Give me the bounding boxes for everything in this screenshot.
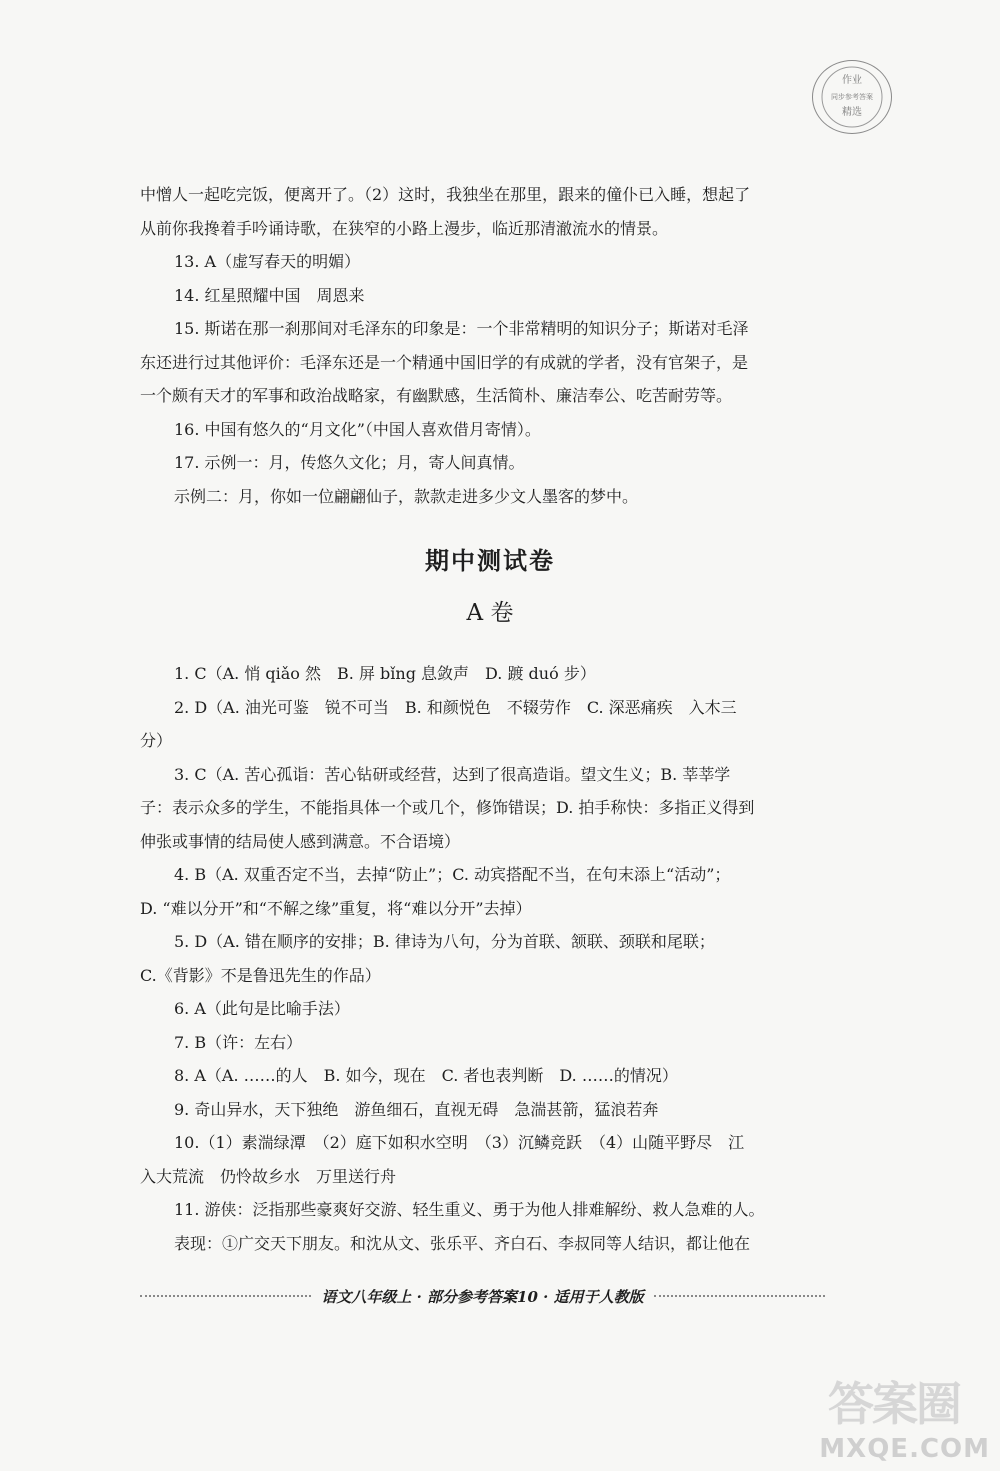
section-title: 期中测试卷 bbox=[425, 547, 555, 575]
answer-line: 示例二：月，你如一位翩翩仙子，款款走进多少文人墨客的梦中。 bbox=[174, 486, 639, 506]
text-line: 一个颇有天才的军事和政治战略家，有幽默感，生活简朴、廉洁奉公、吃苦耐劳等。 bbox=[140, 386, 733, 405]
svg-text:作业: 作业 bbox=[842, 75, 862, 86]
text-line: 子：表示众多的学生，不能指具体一个或几个，修饰错误；D. 拍手称快：多指正义得到 bbox=[140, 798, 755, 817]
text-line: 中憎人一起吃完饭，便离开了。（2）这时，我独坐在那里，跟来的僮仆已入睡，想起了 bbox=[140, 185, 751, 204]
text-line: 分） bbox=[140, 731, 173, 750]
watermark-logo: 答案圈 bbox=[828, 1377, 960, 1431]
answer-line: 2. D（A. 油光可鉴 锐不可当 B. 和颜悦色 不辍劳作 C. 深恶痛疾 入木三 bbox=[174, 697, 737, 717]
text-line: 伸张或事情的结局使人感到满意。不合语境） bbox=[140, 831, 461, 851]
answer-line: 6. A（此句是比喻手法） bbox=[174, 999, 350, 1018]
page-footer bbox=[140, 1284, 825, 1308]
watermark bbox=[818, 1362, 998, 1470]
svg-text:同步参考答案: 同步参考答案 bbox=[831, 93, 873, 101]
answer-line: 16. 中国有悠久的“月文化”（中国人喜欢借月寄情）。 bbox=[174, 419, 541, 439]
answer-line: 表现：①广交天下朋友。和沈从文、张乐平、齐白石、李叔同等人结识，都让他在 bbox=[174, 1233, 751, 1253]
subsection-title: A 卷 bbox=[466, 600, 514, 626]
footer-dots-left bbox=[140, 1295, 311, 1297]
svg-text:精选: 精选 bbox=[842, 107, 862, 118]
answer-line: 4. B（A. 双重否定不当，去掉“防止”；C. 动宾搭配不当，在句末添上“活动”； bbox=[174, 865, 731, 884]
answer-line: 9. 奇山异水，天下独绝 游鱼细石，直视无碍 急湍甚箭，猛浪若奔 bbox=[174, 1099, 659, 1119]
answer-line: 17. 示例一：月，传悠久文化；月，寄人间真情。 bbox=[174, 453, 525, 472]
text-line: D. “难以分开”和“不解之缘”重复，将“难以分开”去掉） bbox=[140, 898, 532, 918]
answer-line: 1. C（A. 悄 qiǎo 然 B. 屏 bǐng 息敛声 D. 踱 duó 步） bbox=[174, 664, 596, 683]
footer-text: 语文八年级上 · 部分参考答案10 · 适用于人教版 bbox=[321, 1287, 644, 1306]
watermark-site: MXQE.COM bbox=[819, 1434, 990, 1464]
answer-line: 8. A（A. ……的人 B. 如今，现在 C. 者也表判断 D. ……的情况） bbox=[174, 1066, 678, 1085]
stamp-icon bbox=[813, 61, 891, 133]
answer-line: 3. C（A. 苦心孤诣：苦心钻研或经营，达到了很高造诣。望文生义；B. 莘莘学 bbox=[174, 764, 731, 784]
text-line: 入大荒流 仍怜故乡水 万里送行舟 bbox=[140, 1166, 397, 1186]
exam-answers bbox=[140, 657, 840, 1260]
answer-line: 5. D（A. 错在顺序的安排；B. 律诗为八句，分为首联、颔联、颈联和尾联； bbox=[174, 932, 715, 951]
text-line: C.《背影》不是鲁迅先生的作品） bbox=[140, 965, 381, 985]
text-line: 从前你我搀着手吟诵诗歌，在狭窄的小路上漫步，临近那清澈流水的情景。 bbox=[140, 218, 669, 238]
answer-line: 7. B（许：左右） bbox=[174, 1032, 303, 1052]
footer-dots-right bbox=[654, 1295, 825, 1297]
top-answers bbox=[140, 178, 840, 513]
text-line: 东还进行过其他评价：毛泽东还是一个精通中国旧学的有成就的学者，没有官架子，是 bbox=[140, 352, 749, 372]
answer-line: 14. 红星照耀中国 周恩来 bbox=[174, 285, 365, 305]
answer-line: 11. 游侠：泛指那些豪爽好交游、轻生重义、勇于为他人排难解纷、救人急难的人。 bbox=[174, 1200, 765, 1219]
answer-content bbox=[140, 178, 840, 1260]
answer-line: 15. 斯诺在那一刹那间对毛泽东的印象是：一个非常精明的知识分子；斯诺对毛泽 bbox=[174, 319, 749, 338]
answer-line: 13. A（虚写春天的明媚） bbox=[174, 252, 361, 271]
answer-line: 10.（1）素湍绿潭 （2）庭下如积水空明 （3）沉鳞竞跃 （4）山随平野尽 江 bbox=[174, 1133, 745, 1152]
stamp-seal bbox=[812, 60, 892, 134]
